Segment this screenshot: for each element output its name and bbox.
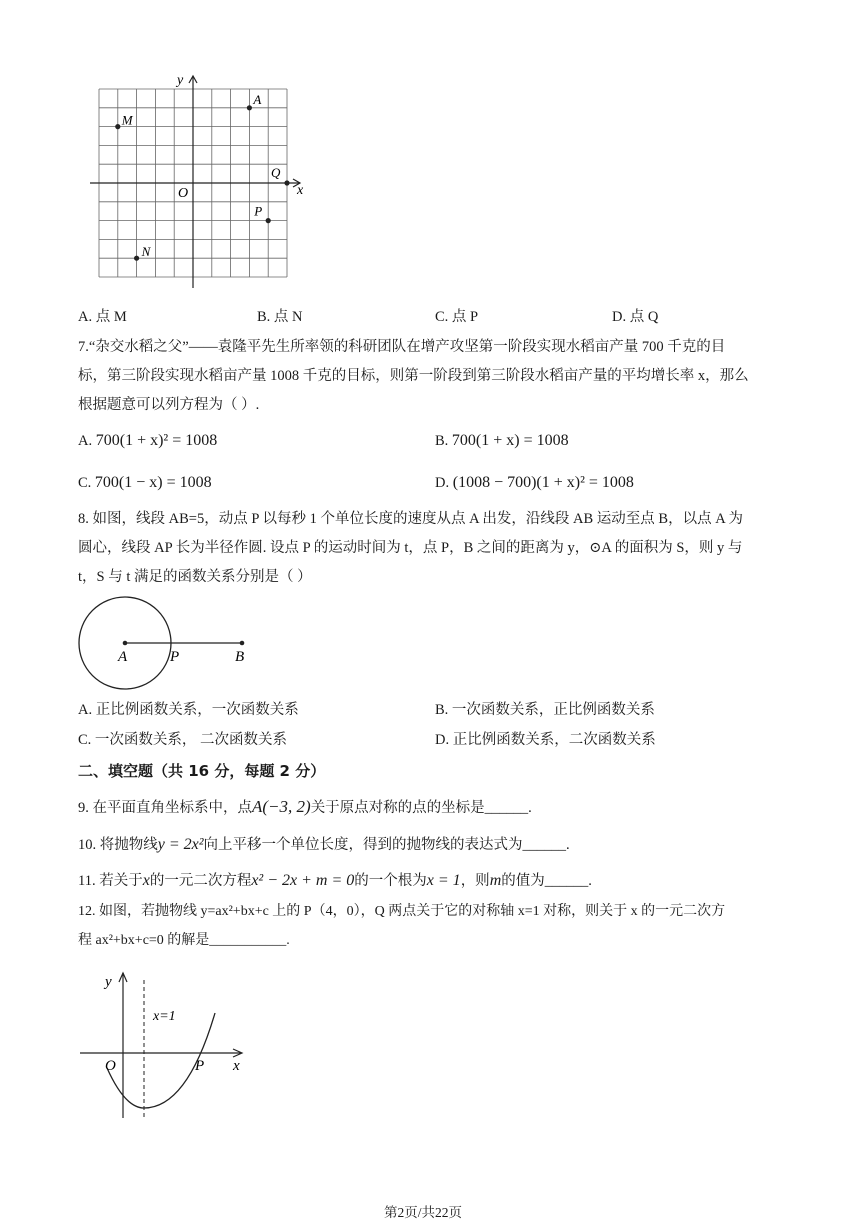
point-p-label: P	[195, 1058, 205, 1074]
q12-text-line2: 程 ax²+bx+c=0 的解是___________.	[78, 933, 290, 948]
point-n-label: N	[141, 244, 151, 260]
q9-text	[78, 797, 532, 818]
q7-option-a[interactable]	[78, 431, 217, 451]
q7-option-d[interactable]	[435, 473, 634, 493]
q6-option-c[interactable]: C. 点 P	[435, 309, 479, 325]
q8-option-d[interactable]: D. 正比例函数关系，二次函数关系	[435, 732, 656, 748]
q7-option-d-label: D.	[435, 475, 450, 491]
q6-option-b[interactable]: B. 点 N	[257, 309, 303, 325]
x-axis-label: x	[297, 183, 304, 198]
q11-mid: 的一元二次方程	[149, 873, 252, 889]
q11-mid3: ，则	[460, 873, 490, 889]
q6-option-a[interactable]: A. 点 M	[78, 309, 127, 325]
q12-text-line1: 12. 如图，若抛物线 y=ax²+bx+c 上的 P（4，0），Q 两点关于它的对称轴 x=1 对称，则关于 x 的一元二次方	[78, 904, 726, 919]
q9-point-math: A(−3, 2)	[252, 797, 311, 816]
coordinate-grid-figure	[85, 70, 315, 292]
point-b-dot	[240, 641, 245, 646]
y-axis-label: y	[177, 73, 184, 88]
q11-mid2: 的一个根为	[354, 873, 427, 889]
page-footer: 第2页/共22页	[384, 1205, 463, 1220]
q7-option-a-label: A.	[78, 433, 93, 449]
q9-post: 关于原点对称的点的坐标是______.	[310, 800, 532, 816]
symmetry-axis-label: x=1	[153, 1009, 176, 1024]
q7-option-b-equation: 700(1 + x) = 1008	[451, 432, 569, 449]
q6-option-d[interactable]: D. 点 Q	[612, 309, 659, 325]
point-m-dot	[115, 124, 120, 129]
q8-option-c[interactable]: C. 一次函数关系， 二次函数关系	[78, 732, 288, 748]
point-q-dot	[284, 180, 289, 185]
q7-text-line3: 根据题意可以列方程为（ ）.	[78, 397, 260, 413]
q7-option-c-label: C.	[78, 475, 92, 491]
q9-pre: 9. 在平面直角坐标系中，点	[78, 800, 252, 816]
origin-label: O	[105, 1058, 116, 1074]
point-a-dot	[247, 105, 252, 110]
q7-option-b-label: B.	[435, 433, 449, 449]
point-n-dot	[134, 256, 139, 261]
point-q-label: Q	[271, 165, 281, 180]
label-a: A	[118, 649, 128, 665]
q7-option-b[interactable]	[435, 431, 569, 451]
q11-var-m: m	[489, 872, 502, 889]
x-axis-label: x	[233, 1058, 240, 1074]
parabola-figure	[75, 968, 260, 1118]
point-p-label: P	[254, 203, 263, 219]
q10-pre: 10. 将抛物线	[78, 837, 158, 853]
q8-option-b[interactable]: B. 一次函数关系，正比例函数关系	[435, 702, 655, 718]
q7-option-a-equation: 700(1 + x)² = 1008	[95, 432, 218, 449]
q11-post: 的值为______.	[501, 873, 592, 889]
point-a-dot	[123, 641, 128, 646]
point-m-label: M	[121, 112, 133, 128]
q11-root: x = 1	[426, 872, 461, 889]
q7-text-line2: 标，第三阶段实现水稻亩产量 1008 千克的目标，则第一阶段到第三阶段水稻亩产量的平均增长率 x，那么	[78, 368, 749, 384]
q7-option-c[interactable]	[78, 473, 212, 493]
q11-var-x: x	[142, 872, 150, 889]
q10-text	[78, 835, 570, 855]
point-p-dot	[266, 218, 271, 223]
y-axis-label: y	[105, 974, 112, 990]
circle-segment-figure	[72, 595, 262, 695]
q7-text-line1: 7.“杂交水稻之父”——袁隆平先生所率领的科研团队在增产攻坚第一阶段实现水稻亩产量 700 千克的目	[78, 339, 726, 355]
q11-equation: x² − 2x + m = 0	[251, 872, 355, 889]
q8-text-line1: 8. 如图，线段 AB=5，动点 P 以每秒 1 个单位长度的速度从点 A 出发，沿线段 AB 运动至点 B，以点 A 为	[78, 511, 744, 527]
q8-text-line2: 圆心，线段 AP 长为半径作圆. 设点 P 的运动时间为 t，点 P，B 之间的距离为 y，⊙A 的面积为 S，则 y 与	[78, 540, 743, 556]
q11-text	[78, 871, 592, 891]
origin-label: O	[178, 186, 189, 201]
point-a-label: A	[253, 91, 262, 107]
section-title-fill-in: 二、填空题（共 16 分，每题 2 分）	[78, 762, 326, 780]
q8-text-line3: t，S 与 t 满足的函数关系分别是（ ）	[78, 569, 312, 585]
q8-option-a[interactable]: A. 正比例函数关系，一次函数关系	[78, 702, 299, 718]
q7-option-d-equation: (1008 − 700)(1 + x)² = 1008	[452, 474, 634, 491]
q10-parabola-math: y = 2x²	[157, 836, 204, 853]
label-b: B	[235, 649, 245, 665]
q7-option-c-equation: 700(1 − x) = 1008	[94, 474, 212, 491]
q11-pre: 11. 若关于	[78, 873, 143, 889]
label-p: P	[170, 649, 180, 665]
q10-post: 向上平移一个单位长度，得到的抛物线的表达式为______.	[203, 837, 570, 853]
